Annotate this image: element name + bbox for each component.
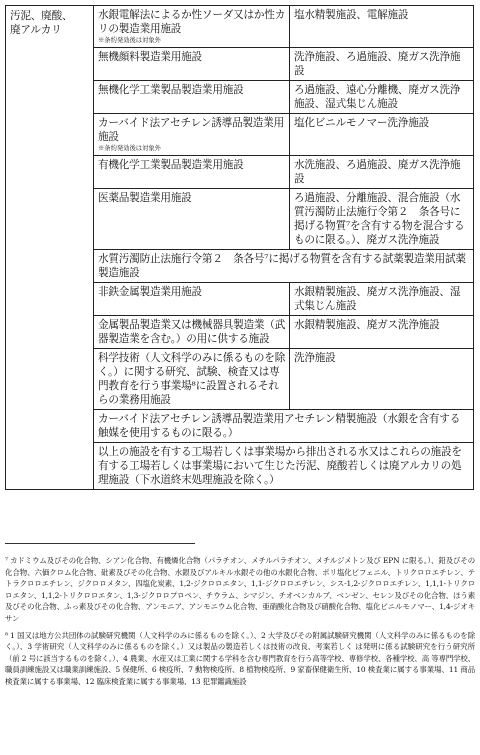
facility-name: 科学技術（人文科学のみに係るものを除く。）に関する研究、試験、検査又は専門教育を行う事業場⁸に設置されるそれらの業務用施設 [98, 352, 286, 406]
equipment-text: ろ過施設、分離施設、混合施設（水質汚濁防止法施行令第２ 条各号に掲げる物質⁷を含有する物を混合するものに限る。）、廃ガス洗浄施設 [294, 192, 465, 246]
waste-category-cell [6, 6, 94, 490]
facility-cell [94, 156, 290, 189]
equipment-cell [290, 189, 474, 250]
footnotes [5, 555, 475, 693]
facility-name: カーバイド法アセチレン誘導品製造業用施設 [98, 117, 284, 143]
wide-facility-cell [94, 250, 474, 283]
facility-table [5, 5, 474, 490]
waste-category-label: 汚泥、廃酸、 廃アルカリ [10, 10, 73, 36]
equipment-cell [290, 114, 474, 156]
equipment-text: 水銀精製施設、廃ガス洗浄施設、湿式集じん施設 [294, 286, 461, 312]
equipment-text: 水洗施設、ろ過施設、廃ガス洗浄施設 [294, 159, 461, 185]
equipment-text: 水銀精製施設、廃ガス洗浄施設 [294, 319, 440, 331]
facility-note: ※条約発効後は対象外 [98, 37, 161, 44]
facility-name: 水質汚濁防止法施行令第２ 条各号⁷に掲げる物質を含有する試薬製造業用試薬製造施設 [98, 253, 466, 279]
facility-cell [94, 316, 290, 349]
facility-note: ※条約発効後は対象外 [98, 145, 161, 152]
equipment-cell [290, 48, 474, 81]
facility-cell [94, 6, 290, 48]
equipment-text: ろ過施設、遠心分離機、廃ガス洗浄施設、湿式集じん施設 [294, 84, 461, 110]
footnote-7: ⁷ カドミウム及びその化合物、シアン化合物、有機燐化合物（パラチオン、メチルパラチオン、メチルジメトン及び EPN に限る。）、鉛及びその化合物、六価クロム化合物、砒素及びその化合物、水銀及びアルキル水銀その他の水銀化合物、ポリ塩化ビフェニル、トリクロロエチレン、テトラクロロエチレン、ジクロロメタン、四塩化炭素、1,2-ジクロロエタン、1,1-ジクロロエチレン、シス-1,2-ジクロロエチレン、1,1,1-トリクロロエタン、1,1,2-トリクロロエタン、1,3-ジクロロプロペン、チウラム、シマジン、チオベンカルブ、ベンゼン、セレン及びその化合物、ほう素及びその化合物、ふっ素及びその化合物、アンモニア、アンモニウム化合物、亜硝酸化合物及び硝酸化合物、塩化ビニルモノマー、1,4-ジオキサン [5, 556, 475, 623]
equipment-cell [290, 6, 474, 48]
wide-facility-cell [94, 410, 474, 443]
footnote-8: ⁸ 1 国又は地方公共団体の試験研究機関（人文科学のみに係るものを除く。）、2 大学及びその附属試験研究機関（人文科学のみに係るものを除く。）、3 学術研究（人文科学のみに係るものを除く。）又は製品の製造若しくは技術の改良、考案若しく は発明に係る試験研究を行う研究所（前 2 号に該当するものを除く。）、4 農業、水産又は工業に関する学科を含む専門教育を行う高等学校、専修学校、各種学校、高 等専門学校、職員訓練施設又は職業訓練施設、5 保健所、6 検疫所、7 動物検疫所、8 植物検疫所、9 家畜保健衛生所、10 検査業に属する事業場、11 商品検査業に属する事業場、12 臨床検査業に属する事業場、13 犯罪鑑識施設 [5, 630, 475, 686]
equipment-text: 洗浄施設 [294, 352, 336, 364]
equipment-cell [290, 283, 474, 316]
equipment-cell [290, 349, 474, 410]
equipment-cell [290, 156, 474, 189]
facility-cell [94, 48, 290, 81]
facility-name: 金属製品製造業又は機械器具製造業（武器製造業を含む。）の用に供する施設 [98, 319, 286, 345]
facility-name: 有機化学工業製品製造業用施設 [98, 159, 244, 171]
facility-cell [94, 283, 290, 316]
facility-cell [94, 189, 290, 250]
table-row [6, 6, 474, 48]
facility-cell [94, 349, 290, 410]
equipment-cell [290, 81, 474, 114]
facility-name: 無機化学工業製品製造業用施設 [98, 84, 244, 96]
equipment-text: 洗浄施設、ろ過施設、廃ガス洗浄施設 [294, 51, 461, 77]
equipment-text: 塩化ビニルモノマー洗浄施設 [294, 117, 430, 129]
facility-name: 無機顔料製造業用施設 [98, 51, 202, 63]
facility-name: 非鉄金属製造業用施設 [98, 286, 202, 298]
facility-table-body [6, 6, 474, 490]
facility-name: 水銀電解法によるか性ソーダ又はか性カリの製造業用施設 [98, 9, 286, 35]
equipment-cell [290, 316, 474, 349]
facility-name: カーバイド法アセチレン誘導品製造業用アセチレン精製施設（水銀を含有する触媒を使用するものに限る。） [98, 413, 461, 439]
facility-name: 以上の施設を有する工場若しくは事業場から排出される水又はこれらの施設を有する工場若しくは事業場において生じた汚泥、廃酸若しくは廃アルカリの処理施設（下水道終末処理施設を除く。） [98, 446, 462, 486]
facility-name: 医薬品製造業用施設 [98, 192, 192, 204]
facility-cell [94, 114, 290, 156]
footnote-separator [5, 543, 195, 544]
wide-facility-cell [94, 443, 474, 490]
facility-cell [94, 81, 290, 114]
equipment-text: 塩水精製施設、電解施設 [294, 9, 409, 21]
